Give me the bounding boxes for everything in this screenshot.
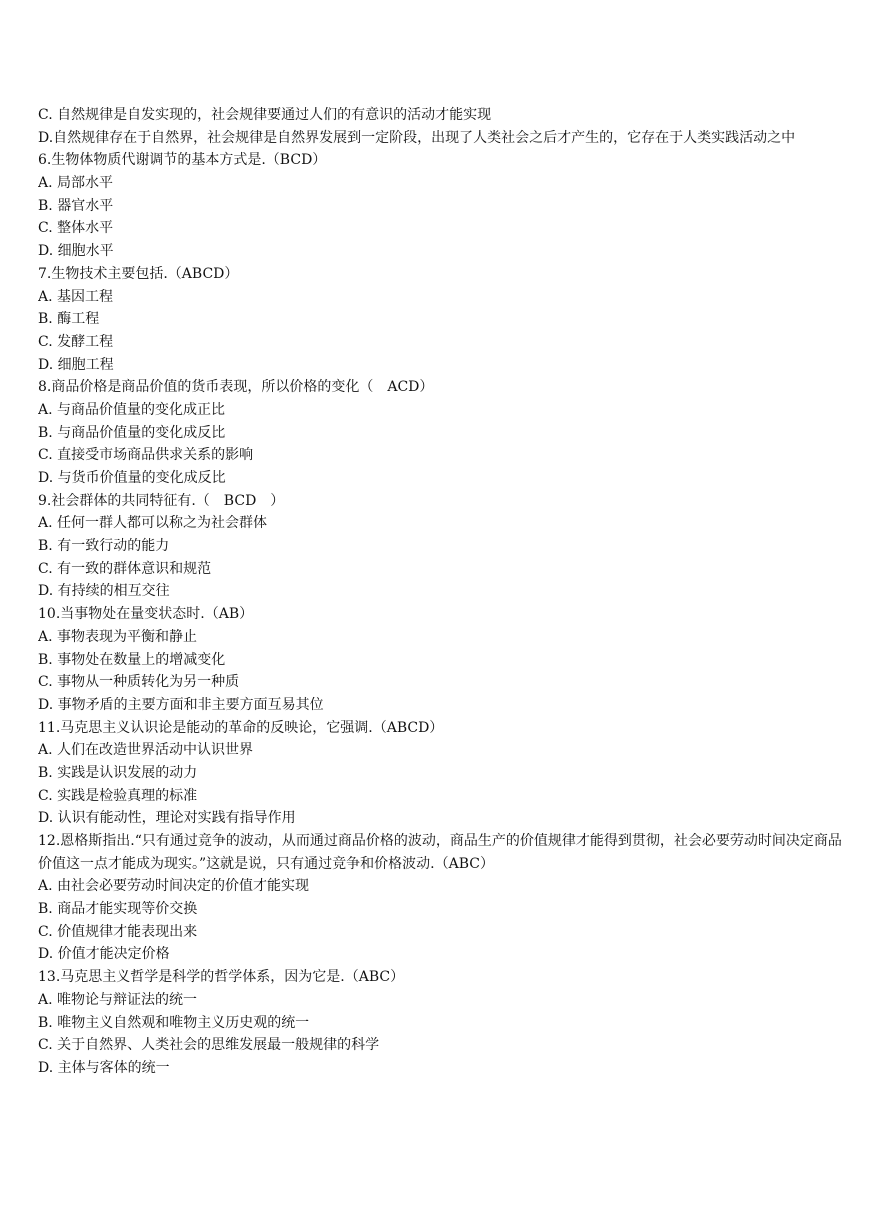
- option-d: D. 价值才能决定价格: [38, 946, 170, 963]
- question-12: [38, 830, 844, 966]
- option-d: D. 主体与客体的统一: [38, 1059, 170, 1076]
- question-stem: 9.社会群体的共同特征有.（ BCD ）: [38, 492, 285, 509]
- option-d: D. 细胞工程: [38, 356, 114, 373]
- option-a: A. 局部水平: [38, 175, 114, 192]
- option-a: A. 由社会必要劳动时间决定的价值才能实现: [38, 878, 310, 895]
- question-9: [38, 490, 844, 603]
- option-b: B. 酶工程: [38, 311, 100, 328]
- question-stem: 13.马克思主义哲学是科学的哲学体系，因为它是.（ABC）: [38, 969, 405, 986]
- option-b: B. 实践是认识发展的动力: [38, 764, 198, 781]
- question-stem: 8.商品价格是商品价值的货币表现，所以价格的变化（ ACD）: [38, 379, 434, 396]
- question-stem: 6.生物体物质代谢调节的基本方式是.（BCD）: [38, 152, 327, 169]
- option-b: B. 器官水平: [38, 197, 114, 214]
- option-c: C. 整体水平: [38, 220, 114, 237]
- question-8: [38, 376, 844, 489]
- document-page: [38, 104, 844, 1080]
- option-c: C. 发酵工程: [38, 333, 114, 350]
- question-stem: 11.马克思主义认识论是能动的革命的反映论，它强调.（ABCD）: [38, 719, 444, 736]
- option-d: D. 认识有能动性，理论对实践有指导作用: [38, 810, 296, 827]
- option-c: C. 实践是检验真理的标准: [38, 787, 198, 804]
- option-c: C. 有一致的群体意识和规范: [38, 560, 212, 577]
- option-d: D. 细胞水平: [38, 243, 114, 260]
- option-a: A. 基因工程: [38, 288, 114, 305]
- question-10: [38, 603, 844, 716]
- option-b: B. 唯物主义自然观和唯物主义历史观的统一: [38, 1014, 310, 1031]
- intro-option-c: C. 自然规律是自发实现的，社会规律要通过人们的有意识的活动才能实现: [38, 107, 492, 123]
- question-stem: 10.当事物处在量变状态时.（AB）: [38, 606, 254, 623]
- question-stem: 7.生物技术主要包括.（ABCD）: [38, 265, 239, 282]
- option-d: D. 事物矛盾的主要方面和非主要方面互易其位: [38, 696, 324, 713]
- option-b: B. 商品才能实现等价交换: [38, 901, 198, 918]
- question-13: [38, 966, 844, 1079]
- option-c: C. 直接受市场商品供求关系的影响: [38, 447, 254, 464]
- option-a: A. 事物表现为平衡和静止: [38, 628, 198, 645]
- option-d: D. 与货币价值量的变化成反比: [38, 470, 226, 487]
- question-11: [38, 717, 844, 830]
- option-a: A. 与商品价值量的变化成正比: [38, 401, 226, 418]
- option-c: C. 事物从一种质转化为另一种质: [38, 674, 240, 691]
- option-b: B. 有一致行动的能力: [38, 538, 170, 555]
- option-b: B. 事物处在数量上的增减变化: [38, 651, 226, 668]
- option-b: B. 与商品价值量的变化成反比: [38, 424, 226, 441]
- option-c: C. 价值规律才能表现出来: [38, 923, 198, 940]
- question-7: [38, 263, 844, 376]
- option-c: C. 关于自然界、人类社会的思维发展最一般规律的科学: [38, 1037, 380, 1054]
- option-a: A. 人们在改造世界活动中认识世界: [38, 742, 254, 759]
- option-a: A. 任何一群人都可以称之为社会群体: [38, 515, 268, 532]
- question-6: [38, 149, 844, 262]
- option-d: D. 有持续的相互交往: [38, 583, 170, 600]
- option-a: A. 唯物论与辩证法的统一: [38, 991, 198, 1008]
- question-stem: 12.恩格斯指出.“只有通过竞争的波动，从而通过商品价格的波动，商品生产的价值规律才能得到贯彻，社会必要劳动时间决定商品价值这一点才能成为现实。”这就是说，只有通过竞争和价格波动.（ABC）: [38, 833, 842, 872]
- intro-option-d: D.自然规律存在于自然界，社会规律是自然界发展到一定阶段，出现了人类社会之后才产生的，它存在于人类实践活动之中: [38, 129, 796, 146]
